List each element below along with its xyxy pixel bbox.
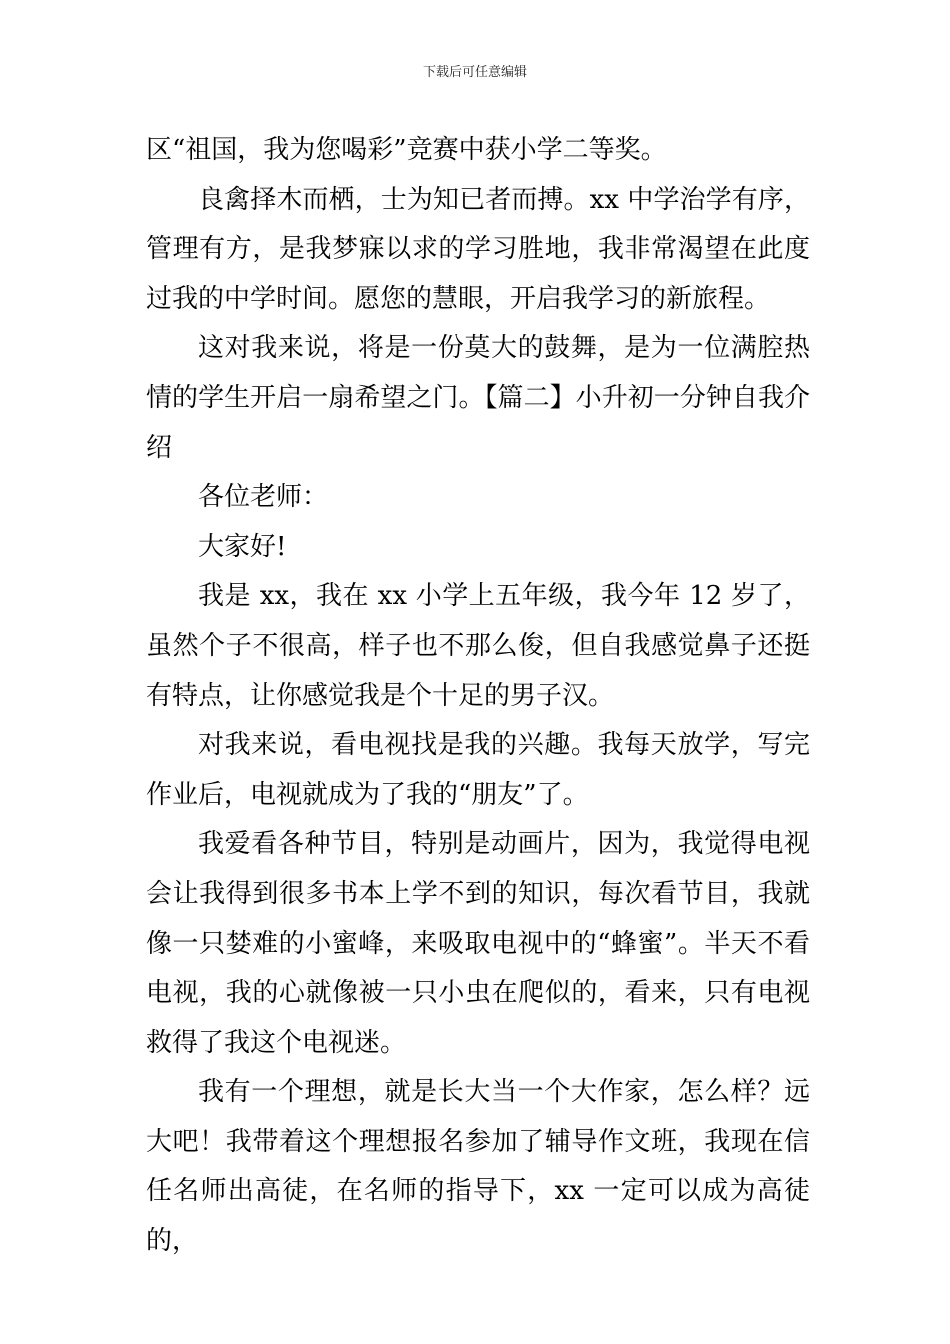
paragraph-continuation: 区“祖国，我为您喝彩”竞赛中获小学二等奖。 — [146, 135, 667, 165]
paragraph: 我有一个理想，就是长大当一个大作家，怎么样？远大吧！我带着这个理想报名参加了辅导作文班，我现在信任名师出高徒，在名师的指导下，xx 一定可以成为高徒的， — [146, 1077, 810, 1257]
paragraph: 良禽择木而栖，士为知已者而搏。xx 中学治学有序，管理有方，是我梦寐以求的学习胜地，我非常渴望在此度过我的中学时间。愿您的慧眼，开启我学习的新旅程。 — [146, 184, 810, 314]
page-header-note: 下载后可任意编辑 — [422, 65, 527, 80]
paragraph-greeting-all: 大家好! — [198, 531, 287, 562]
paragraph: 我爱看各种节目，特别是动画片，因为，我觉得电视会让我得到很多书本上学不到的知识，每次看节目，我就像一只婪难的小蜜峰，来吸取电视中的“蜂蜜”。半天不看电视，我的心就像被一只小虫在爬似的，看来，只有电视救得了我这个电视迷。 — [146, 829, 810, 1058]
paragraph: 对我来说，看电视找是我的兴趣。我每天放学，写完作业后，电视就成为了我的“朋友”了。 — [146, 730, 810, 810]
document-body — [146, 126, 810, 1267]
paragraph-greeting-teachers: 各位老师： — [198, 482, 329, 513]
paragraph: 我是 xx，我在 xx 小学上五年级，我今年 12 岁了，虽然个子不很高，样子也不那么俊，但自我感觉鼻子还挺有特点，让你感觉我是个十足的男子汉。 — [146, 581, 810, 711]
paragraph: 这对我来说，将是一份莫大的鼓舞，是为一位满腔热情的学生开启一扇希望之门。【篇二】小升初一分钟自我介绍 — [146, 333, 810, 463]
